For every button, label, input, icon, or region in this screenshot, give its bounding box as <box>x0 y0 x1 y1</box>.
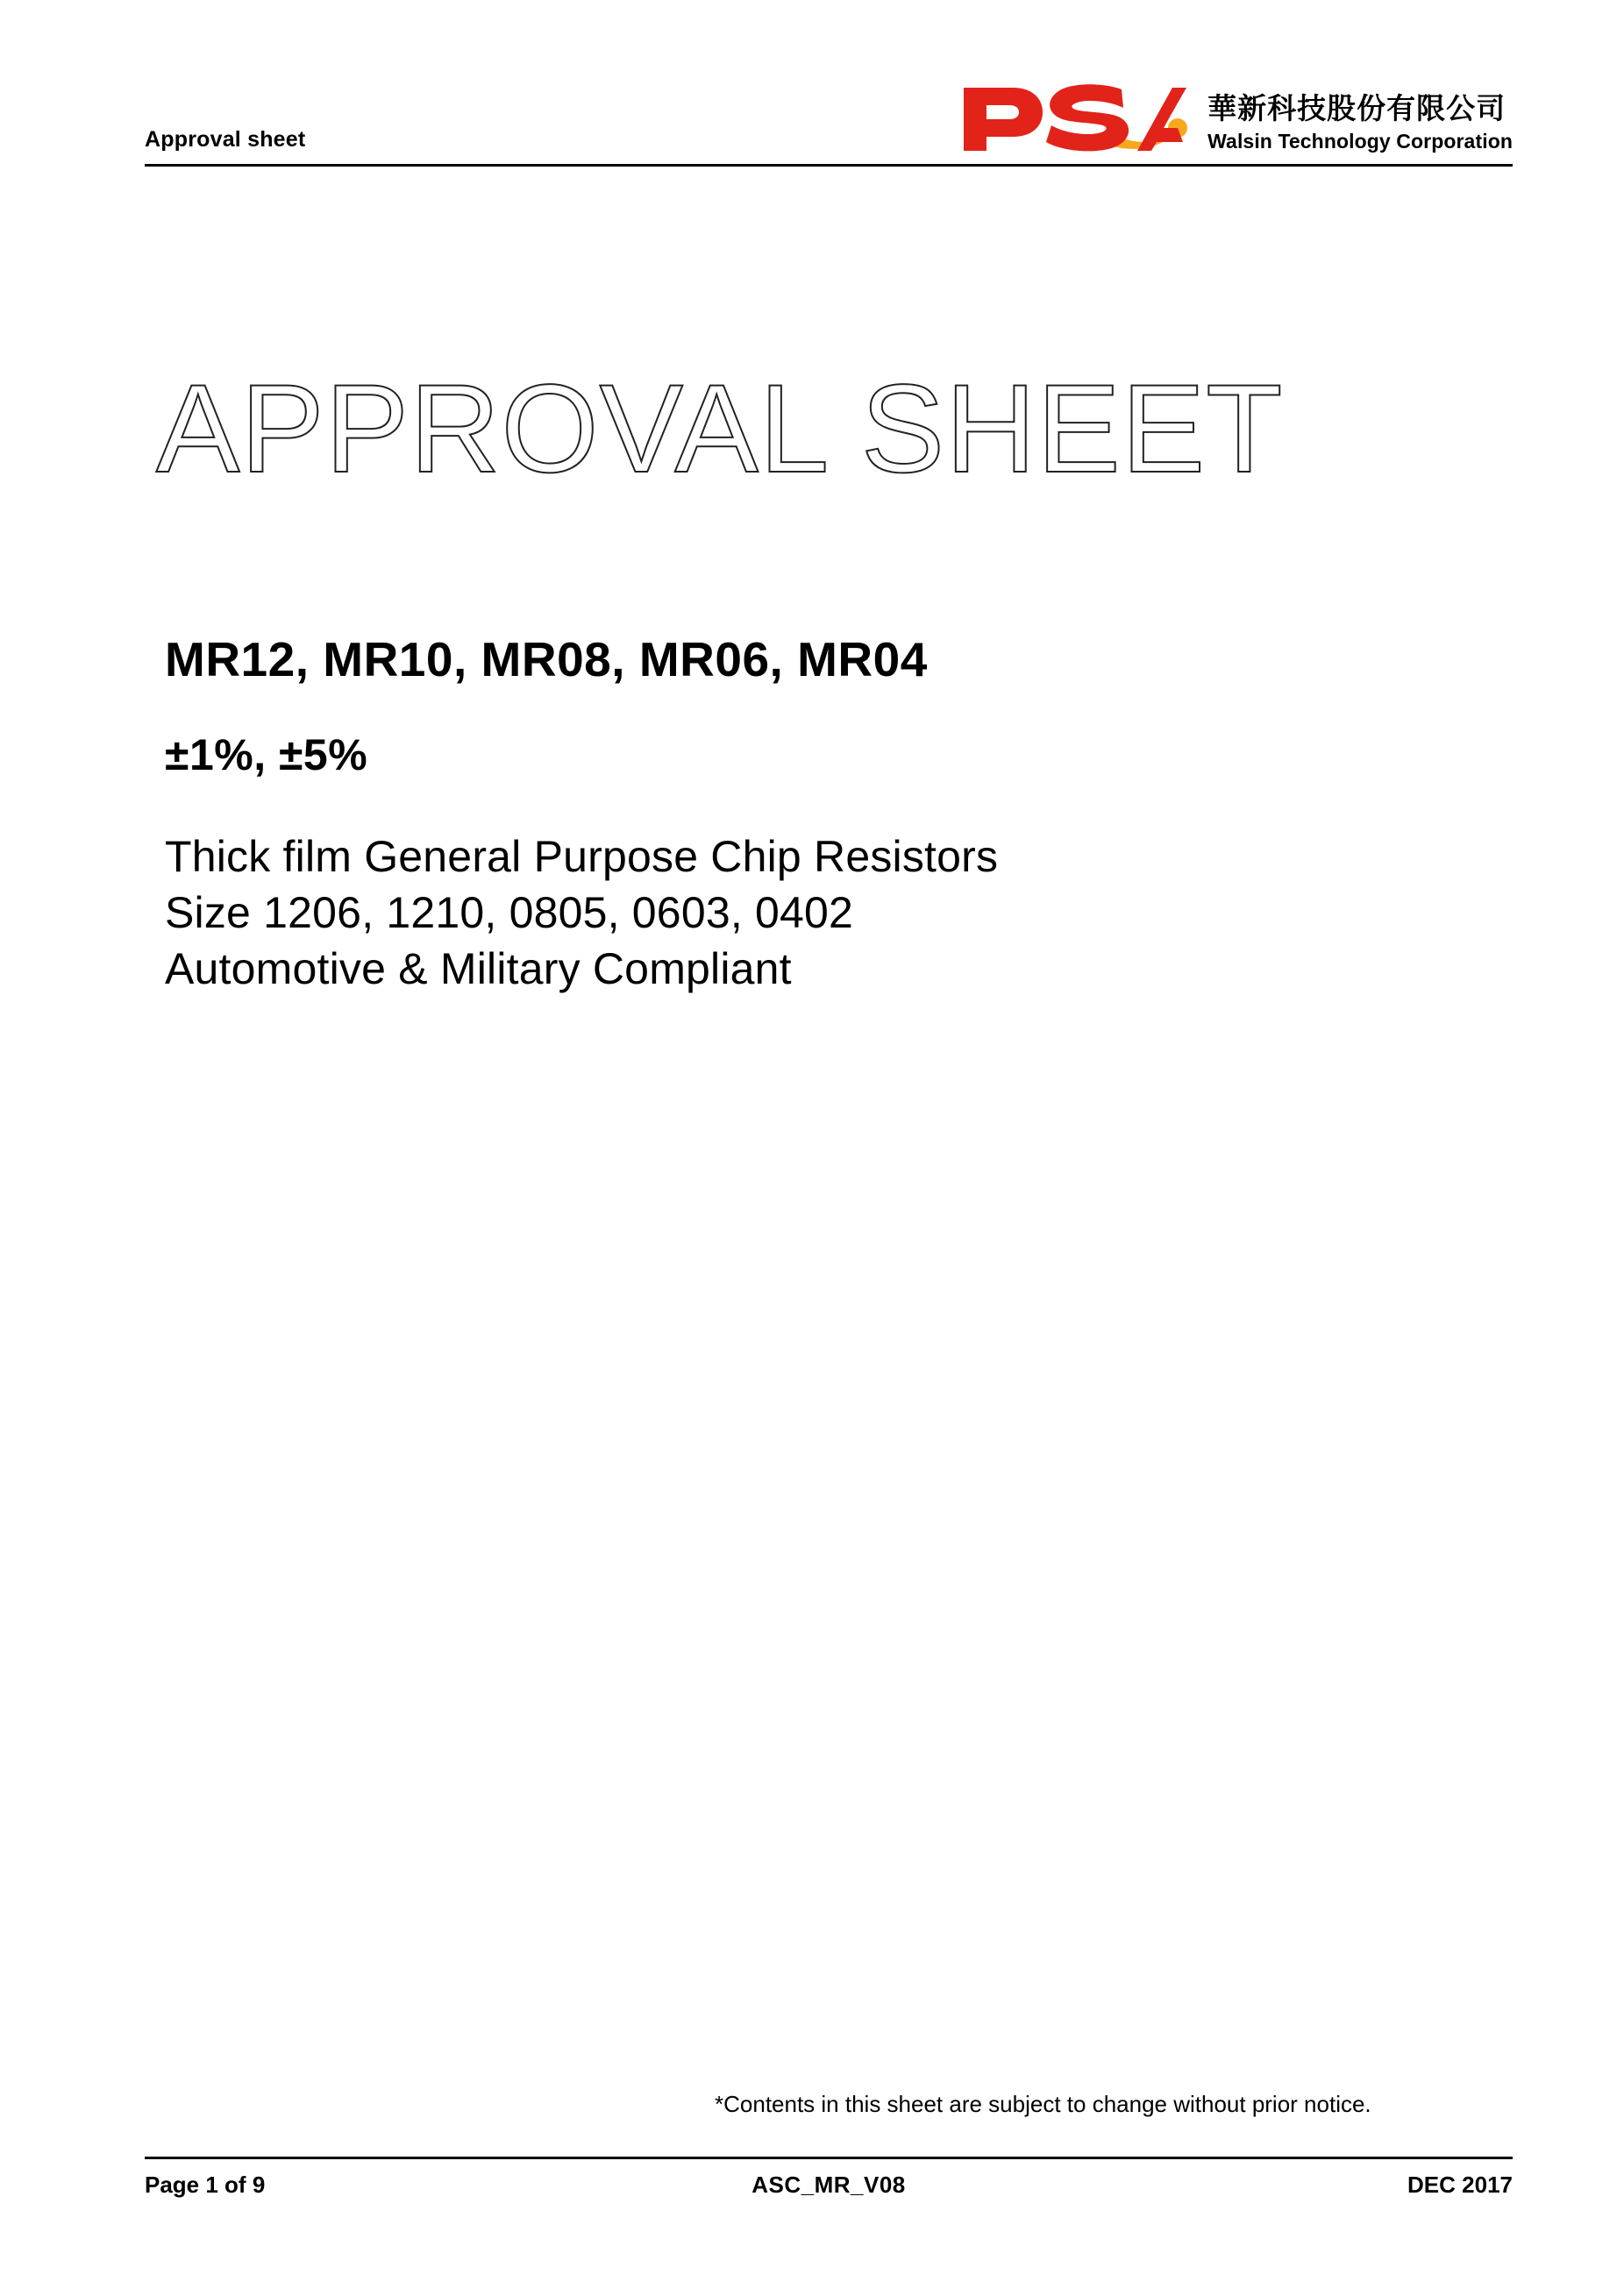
brand-block <box>957 77 1513 158</box>
description-line-3: Automotive & Military Compliant <box>165 944 792 993</box>
footer-date: DEC 2017 <box>1407 2172 1513 2198</box>
brand-text <box>1207 92 1513 158</box>
footer-page-number: Page 1 of 9 <box>145 2172 266 2198</box>
tolerance-values: ±1%, ±5% <box>165 730 368 779</box>
psa-logo <box>957 77 1192 158</box>
page-footer <box>145 2157 1513 2207</box>
header-divider <box>145 164 1513 167</box>
brand-name-chinese: 華新科技股份有限公司 <box>1207 92 1506 125</box>
page-header <box>145 70 1513 167</box>
part-numbers: MR12, MR10, MR08, MR06, MR04 <box>165 632 928 686</box>
header-label: Approval sheet <box>145 127 306 152</box>
page-title: APPROVAL SHEET <box>156 359 1284 499</box>
description-line-1: Thick film General Purpose Chip Resistors <box>165 832 999 881</box>
footer-document-code: ASC_MR_V08 <box>751 2172 906 2198</box>
brand-name-english: Walsin Technology Corporation <box>1207 130 1513 153</box>
footer-divider <box>145 2157 1513 2159</box>
description-line-2: Size 1206, 1210, 0805, 0603, 0402 <box>165 888 854 937</box>
document-body <box>165 631 1463 997</box>
disclaimer-note: *Contents in this sheet are subject to change without prior notice. <box>715 2091 1371 2117</box>
